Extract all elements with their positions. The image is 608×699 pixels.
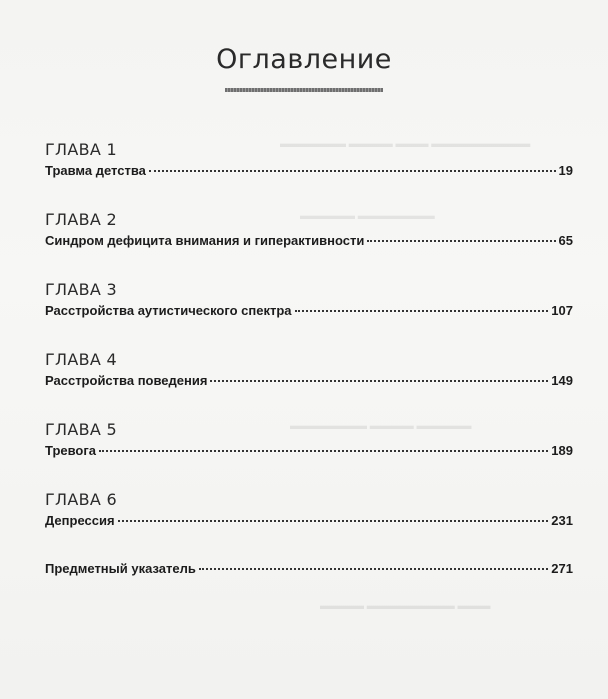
dot-leader <box>367 240 555 242</box>
dot-leader <box>210 380 548 382</box>
entry-title: Травма детства <box>45 163 146 178</box>
toc-entry[interactable] <box>45 163 573 179</box>
entry-title: Предметный указатель <box>45 561 196 576</box>
toc-entry[interactable] <box>45 513 573 529</box>
entry-title: Депрессия <box>45 513 115 528</box>
page-number: 271 <box>551 561 573 576</box>
page-number: 107 <box>551 303 573 318</box>
show-through-texture: ▬▬▬▬▬▬▬ ▬▬▬▬ ▬▬▬▬▬ <box>290 420 472 432</box>
dot-leader <box>295 310 549 312</box>
show-through-texture: ▬▬▬▬▬ ▬▬▬▬▬▬▬ <box>300 210 435 222</box>
toc-entry[interactable] <box>45 303 573 319</box>
dot-leader <box>199 568 548 570</box>
toc-entry[interactable] <box>45 373 573 389</box>
chapter-label: ГЛАВА 3 <box>45 280 118 299</box>
chapter-label: ГЛАВА 1 <box>45 140 118 159</box>
entry-title: Расстройства поведения <box>45 373 208 388</box>
toc-entry[interactable] <box>45 233 573 249</box>
show-through-texture: ▬▬▬▬▬▬ ▬▬▬▬ ▬▬▬ ▬▬▬▬▬▬▬▬▬ <box>280 138 531 150</box>
page-number: 231 <box>551 513 573 528</box>
page-number: 189 <box>551 443 573 458</box>
toc-index <box>45 557 573 577</box>
page-title: Оглавление <box>216 44 392 75</box>
entry-title: Синдром дефицита внимания и гиперактивности <box>45 233 365 248</box>
toc-chapter-1 <box>45 141 573 179</box>
dot-leader <box>149 170 556 172</box>
dot-leader <box>99 450 548 452</box>
toc-entry-index[interactable] <box>45 561 573 577</box>
page-number: 19 <box>558 163 573 178</box>
chapter-label: ГЛАВА 2 <box>45 210 118 229</box>
page-number: 65 <box>558 233 573 248</box>
chapter-label: ГЛАВА 4 <box>45 350 118 369</box>
toc-chapter-2 <box>45 211 573 249</box>
chapter-label: ГЛАВА 5 <box>45 420 118 439</box>
entry-title: Тревога <box>45 443 97 458</box>
toc-chapter-4 <box>45 351 573 389</box>
toc-chapter-6 <box>45 491 573 529</box>
chapter-label: ГЛАВА 6 <box>45 490 118 509</box>
toc-chapter-5 <box>45 421 573 459</box>
page-number: 149 <box>551 373 573 388</box>
title-underline <box>225 88 383 92</box>
toc-entry[interactable] <box>45 443 573 459</box>
show-through-texture: ▬▬▬▬ ▬▬▬▬▬▬▬▬ ▬▬▬ <box>320 600 491 612</box>
entry-title: Расстройства аутистического спектра <box>45 303 292 318</box>
dot-leader <box>118 520 549 522</box>
toc-chapter-3 <box>45 281 573 319</box>
